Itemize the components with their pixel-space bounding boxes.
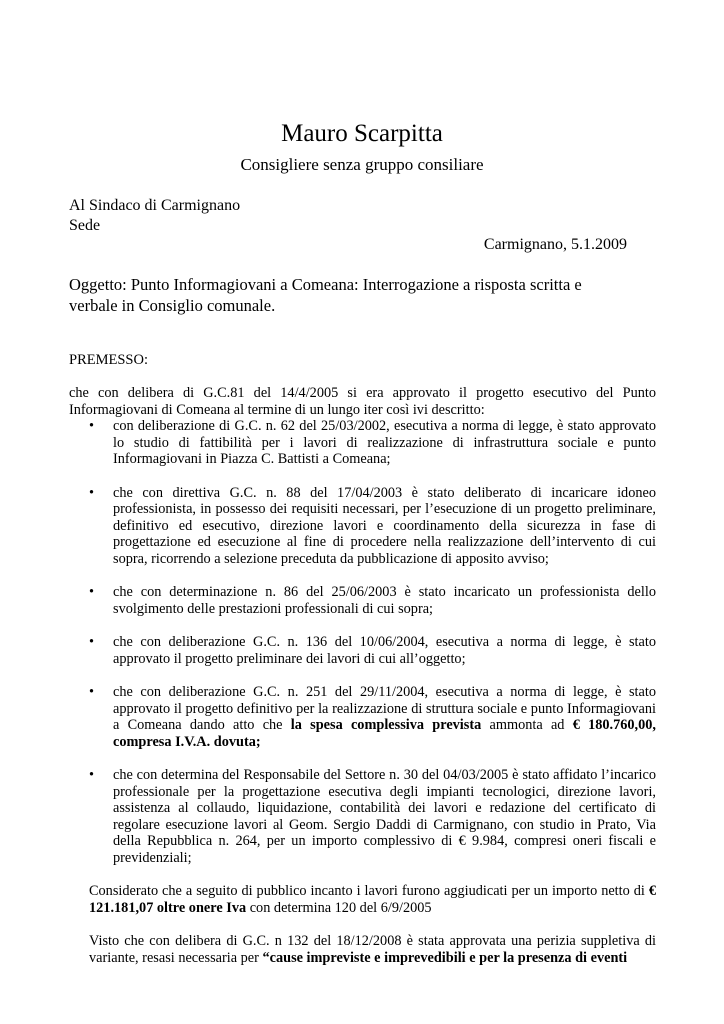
bold-spesa: la spesa complessiva prevista bbox=[290, 717, 482, 733]
intro-paragraph: che con delibera di G.C.81 del 14/4/2005 si era approvato il progetto esecutivo del Punto Informagiovani di Comeana al termine di un lungo iter così ivi descritto: bbox=[69, 385, 656, 418]
bullet-list bbox=[69, 418, 656, 866]
bullet-marker: • bbox=[89, 584, 95, 600]
list-item-text: con deliberazione di G.C. n. 62 del 25/03/2002, esecutiva a norma di legge, è stato approvato lo studio di fattibilità per i lavori di realizzazione di infrastruttura sociale e punto Informagiovani in Piazza C. Battisti a Comeana; bbox=[113, 418, 656, 467]
bullet-marker: • bbox=[89, 634, 95, 650]
considerato-text-end: con determina 120 del 6/9/2005 bbox=[246, 899, 432, 916]
list-item bbox=[69, 584, 656, 617]
bullet-marker: • bbox=[89, 767, 95, 783]
bold-amount: € 180.760,00, compresa I.V.A. dovuta; bbox=[113, 717, 657, 750]
letter-date: Carmignano, 5.1.2009 bbox=[483, 236, 627, 253]
bullet-marker: • bbox=[89, 684, 95, 700]
bold-amount: € 121.181,07 oltre onere Iva bbox=[89, 883, 656, 916]
list-item-text: che con deliberazione G.C. n. 251 del 29/11/2004, esecutiva a norma di legge, è stato approvato il progetto definitivo per la realizzazione di struttura sociale e punto Informagiovani a Comeana dando atto che bbox=[113, 684, 656, 733]
visto-text: Visto che con delibera di G.C. n 132 del 18/12/2008 è stata approvata una perizia suppletiva di variante, resasi necessaria per bbox=[89, 933, 656, 966]
subject bbox=[69, 274, 629, 316]
subject-line-1: Oggetto: Punto Informagiovani a Comeana: Interrogazione a risposta scritta e bbox=[69, 275, 582, 294]
subject-line-2: verbale in Consiglio comunale. bbox=[69, 296, 276, 315]
list-item-text: che con determinazione n. 86 del 25/06/2003 è stato incaricato un professionista dello svolgimento delle prestazioni professionali di cui sopra; bbox=[113, 584, 656, 617]
list-item bbox=[69, 684, 656, 750]
list-item bbox=[69, 767, 656, 866]
list-item bbox=[69, 418, 656, 468]
addressee-sede: Sede bbox=[69, 217, 101, 234]
list-item-text: che con determina del Responsabile del Settore n. 30 del 04/03/2005 è stato affidato l’incarico professionale per la progettazione esecutiva degli impianti tecnologici, direzione lavori, assistenza al collaudo, liquidazione, contabilità dei lavori e redazione del certificato di regolare esecuzione lavori al Geom. Sergio Daddi di Carmignano, con studio in Prato, Via della Repubblica n. 264, per un importo complessivo di € 9.984, compresi oneri fiscali e previdenziali; bbox=[113, 767, 656, 866]
considerato-paragraph bbox=[69, 883, 656, 916]
list-item-text: ammonta ad bbox=[481, 717, 573, 733]
document-body bbox=[69, 385, 656, 966]
addressee-line: Al Sindaco di Carmignano bbox=[69, 197, 241, 214]
author-role: Consigliere senza gruppo consiliare bbox=[240, 155, 484, 174]
bullet-marker: • bbox=[89, 484, 95, 501]
list-item bbox=[69, 485, 656, 568]
visto-paragraph bbox=[69, 933, 656, 966]
premesso-heading: PREMESSO: bbox=[69, 352, 148, 368]
author-name: Mauro Scarpitta bbox=[281, 120, 443, 147]
list-item-text: che con direttiva G.C. n. 88 del 17/04/2003 è stato deliberato di incaricare idoneo professionista, in possesso dei requisiti necessari, per l’esecuzione di un progetto preliminare, definitivo ed esecutivo, direzione lavori e coordinamento della sicurezza in fase di progettazione ed esecuzione al fine di procedere nella realizzazione dell’intervento di cui sopra, ricorrendo a selezione preceduta da pubblicazione di apposito avviso; bbox=[113, 484, 656, 567]
list-item bbox=[69, 634, 656, 667]
bullet-marker: • bbox=[89, 418, 95, 434]
considerato-text: Considerato che a seguito di pubblico incanto i lavori furono aggiudicati per un importo netto di bbox=[89, 883, 649, 899]
bold-quote: “cause impreviste e imprevedibili e per la presenza di eventi bbox=[262, 949, 628, 966]
list-item-text: che con deliberazione G.C. n. 136 del 10/06/2004, esecutiva a norma di legge, è stato approvato il progetto preliminare dei lavori di cui all’oggetto; bbox=[113, 634, 656, 667]
